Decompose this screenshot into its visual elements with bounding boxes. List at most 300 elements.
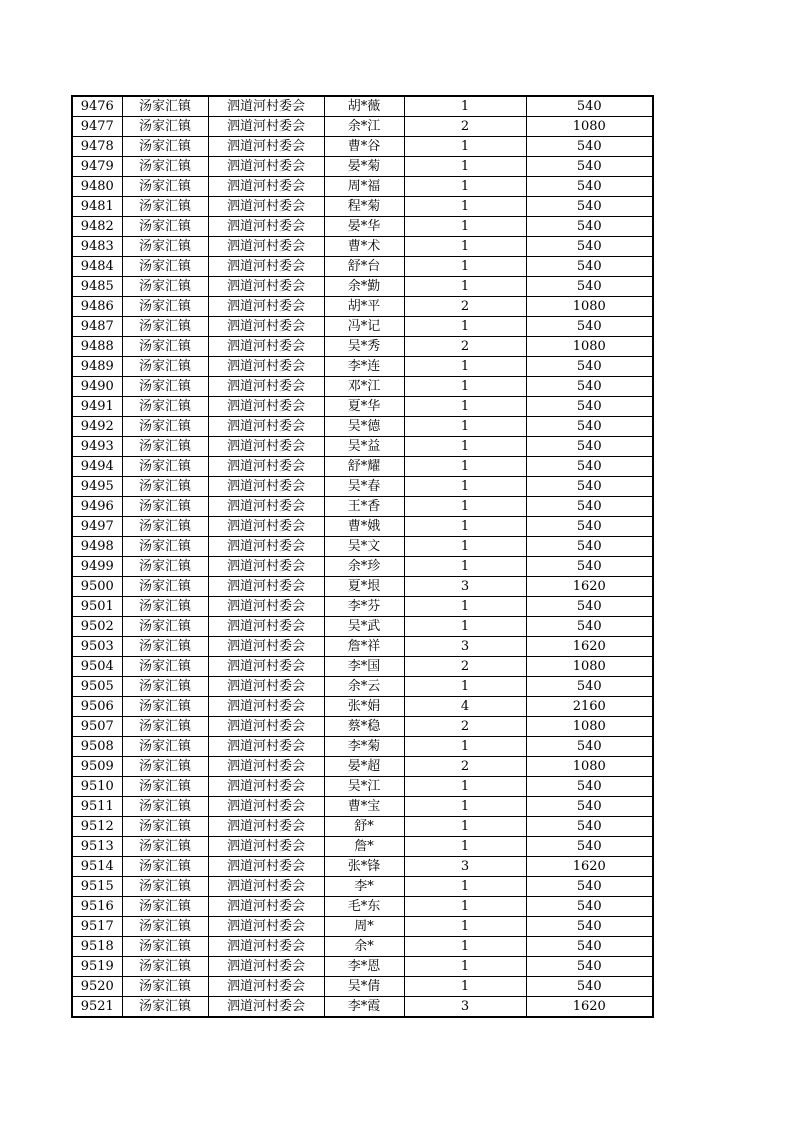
row-id-cell: 9521	[72, 997, 122, 1018]
table-row	[72, 437, 653, 457]
count-cell: 1	[404, 137, 526, 157]
village-cell: 泗道河村委会	[208, 917, 324, 937]
amount-cell: 540	[526, 517, 653, 537]
village-cell: 泗道河村委会	[208, 577, 324, 597]
amount-cell: 1620	[526, 637, 653, 657]
name-cell: 吴*德	[324, 417, 404, 437]
village-cell: 泗道河村委会	[208, 517, 324, 537]
village-cell: 泗道河村委会	[208, 297, 324, 317]
amount-cell: 540	[526, 937, 653, 957]
amount-cell: 540	[526, 877, 653, 897]
town-cell: 汤家汇镇	[122, 117, 208, 137]
count-cell: 1	[404, 737, 526, 757]
town-cell: 汤家汇镇	[122, 677, 208, 697]
row-id-cell: 9498	[72, 537, 122, 557]
roster-table	[71, 95, 654, 1018]
name-cell: 舒*耀	[324, 457, 404, 477]
amount-cell: 540	[526, 237, 653, 257]
row-id-cell: 9508	[72, 737, 122, 757]
town-cell: 汤家汇镇	[122, 517, 208, 537]
village-cell: 泗道河村委会	[208, 417, 324, 437]
village-cell: 泗道河村委会	[208, 537, 324, 557]
village-cell: 泗道河村委会	[208, 717, 324, 737]
village-cell: 泗道河村委会	[208, 117, 324, 137]
table-row	[72, 797, 653, 817]
name-cell: 周*	[324, 917, 404, 937]
row-id-cell: 9477	[72, 117, 122, 137]
town-cell: 汤家汇镇	[122, 897, 208, 917]
count-cell: 2	[404, 657, 526, 677]
table-row	[72, 377, 653, 397]
table-row	[72, 757, 653, 777]
name-cell: 吴*武	[324, 617, 404, 637]
village-cell: 泗道河村委会	[208, 657, 324, 677]
village-cell: 泗道河村委会	[208, 177, 324, 197]
name-cell: 李*国	[324, 657, 404, 677]
count-cell: 1	[404, 437, 526, 457]
village-cell: 泗道河村委会	[208, 96, 324, 117]
row-id-cell: 9494	[72, 457, 122, 477]
town-cell: 汤家汇镇	[122, 397, 208, 417]
town-cell: 汤家汇镇	[122, 917, 208, 937]
table-row	[72, 257, 653, 277]
table-row	[72, 137, 653, 157]
count-cell: 4	[404, 697, 526, 717]
town-cell: 汤家汇镇	[122, 217, 208, 237]
name-cell: 曹*谷	[324, 137, 404, 157]
town-cell: 汤家汇镇	[122, 737, 208, 757]
table-row	[72, 737, 653, 757]
roster-body	[72, 96, 653, 1017]
row-id-cell: 9495	[72, 477, 122, 497]
amount-cell: 1620	[526, 857, 653, 877]
village-cell: 泗道河村委会	[208, 377, 324, 397]
row-id-cell: 9515	[72, 877, 122, 897]
name-cell: 吴*秀	[324, 337, 404, 357]
name-cell: 余*珍	[324, 557, 404, 577]
count-cell: 2	[404, 757, 526, 777]
town-cell: 汤家汇镇	[122, 157, 208, 177]
town-cell: 汤家汇镇	[122, 477, 208, 497]
count-cell: 1	[404, 457, 526, 477]
count-cell: 3	[404, 637, 526, 657]
row-id-cell: 9516	[72, 897, 122, 917]
count-cell: 1	[404, 257, 526, 277]
town-cell: 汤家汇镇	[122, 197, 208, 217]
name-cell: 李*菊	[324, 737, 404, 757]
village-cell: 泗道河村委会	[208, 317, 324, 337]
name-cell: 李*连	[324, 357, 404, 377]
table-row	[72, 617, 653, 637]
village-cell: 泗道河村委会	[208, 557, 324, 577]
name-cell: 余*江	[324, 117, 404, 137]
amount-cell: 540	[526, 257, 653, 277]
village-cell: 泗道河村委会	[208, 737, 324, 757]
name-cell: 程*菊	[324, 197, 404, 217]
town-cell: 汤家汇镇	[122, 977, 208, 997]
village-cell: 泗道河村委会	[208, 157, 324, 177]
count-cell: 1	[404, 497, 526, 517]
count-cell: 1	[404, 837, 526, 857]
table-row	[72, 497, 653, 517]
amount-cell: 540	[526, 617, 653, 637]
count-cell: 1	[404, 317, 526, 337]
name-cell: 吴*文	[324, 537, 404, 557]
town-cell: 汤家汇镇	[122, 137, 208, 157]
name-cell: 曹*宝	[324, 797, 404, 817]
town-cell: 汤家汇镇	[122, 557, 208, 577]
table-row	[72, 537, 653, 557]
row-id-cell: 9488	[72, 337, 122, 357]
table-row	[72, 977, 653, 997]
name-cell: 李*恩	[324, 957, 404, 977]
name-cell: 李*芬	[324, 597, 404, 617]
amount-cell: 1080	[526, 657, 653, 677]
table-row	[72, 897, 653, 917]
table-row	[72, 857, 653, 877]
name-cell: 冯*记	[324, 317, 404, 337]
town-cell: 汤家汇镇	[122, 717, 208, 737]
table-row	[72, 557, 653, 577]
town-cell: 汤家汇镇	[122, 797, 208, 817]
count-cell: 1	[404, 677, 526, 697]
row-id-cell: 9491	[72, 397, 122, 417]
village-cell: 泗道河村委会	[208, 797, 324, 817]
town-cell: 汤家汇镇	[122, 257, 208, 277]
row-id-cell: 9506	[72, 697, 122, 717]
count-cell: 1	[404, 237, 526, 257]
village-cell: 泗道河村委会	[208, 477, 324, 497]
count-cell: 1	[404, 517, 526, 537]
row-id-cell: 9497	[72, 517, 122, 537]
name-cell: 蔡*稳	[324, 717, 404, 737]
amount-cell: 540	[526, 217, 653, 237]
row-id-cell: 9485	[72, 277, 122, 297]
amount-cell: 540	[526, 917, 653, 937]
amount-cell: 540	[526, 797, 653, 817]
count-cell: 1	[404, 937, 526, 957]
village-cell: 泗道河村委会	[208, 337, 324, 357]
name-cell: 李*	[324, 877, 404, 897]
count-cell: 1	[404, 197, 526, 217]
row-id-cell: 9484	[72, 257, 122, 277]
town-cell: 汤家汇镇	[122, 817, 208, 837]
town-cell: 汤家汇镇	[122, 357, 208, 377]
amount-cell: 540	[526, 977, 653, 997]
amount-cell: 540	[526, 597, 653, 617]
town-cell: 汤家汇镇	[122, 777, 208, 797]
table-row	[72, 357, 653, 377]
table-row	[72, 777, 653, 797]
table-row	[72, 597, 653, 617]
count-cell: 1	[404, 617, 526, 637]
amount-cell: 540	[526, 677, 653, 697]
count-cell: 3	[404, 577, 526, 597]
amount-cell: 1080	[526, 717, 653, 737]
amount-cell: 540	[526, 457, 653, 477]
amount-cell: 540	[526, 437, 653, 457]
row-id-cell: 9483	[72, 237, 122, 257]
amount-cell: 540	[526, 957, 653, 977]
town-cell: 汤家汇镇	[122, 877, 208, 897]
count-cell: 1	[404, 96, 526, 117]
row-id-cell: 9505	[72, 677, 122, 697]
village-cell: 泗道河村委会	[208, 397, 324, 417]
row-id-cell: 9503	[72, 637, 122, 657]
row-id-cell: 9510	[72, 777, 122, 797]
amount-cell: 540	[526, 737, 653, 757]
table-row	[72, 877, 653, 897]
row-id-cell: 9476	[72, 96, 122, 117]
amount-cell: 540	[526, 417, 653, 437]
name-cell: 毛*东	[324, 897, 404, 917]
village-cell: 泗道河村委会	[208, 937, 324, 957]
town-cell: 汤家汇镇	[122, 957, 208, 977]
row-id-cell: 9482	[72, 217, 122, 237]
row-id-cell: 9511	[72, 797, 122, 817]
row-id-cell: 9517	[72, 917, 122, 937]
village-cell: 泗道河村委会	[208, 757, 324, 777]
village-cell: 泗道河村委会	[208, 697, 324, 717]
village-cell: 泗道河村委会	[208, 837, 324, 857]
table-row	[72, 657, 653, 677]
count-cell: 1	[404, 877, 526, 897]
village-cell: 泗道河村委会	[208, 817, 324, 837]
table-row	[72, 717, 653, 737]
name-cell: 余*云	[324, 677, 404, 697]
count-cell: 2	[404, 337, 526, 357]
name-cell: 邓*江	[324, 377, 404, 397]
village-cell: 泗道河村委会	[208, 257, 324, 277]
name-cell: 吴*春	[324, 477, 404, 497]
village-cell: 泗道河村委会	[208, 637, 324, 657]
name-cell: 曹*术	[324, 237, 404, 257]
village-cell: 泗道河村委会	[208, 237, 324, 257]
table-row	[72, 217, 653, 237]
table-row	[72, 117, 653, 137]
count-cell: 1	[404, 957, 526, 977]
table-row	[72, 417, 653, 437]
row-id-cell: 9501	[72, 597, 122, 617]
town-cell: 汤家汇镇	[122, 337, 208, 357]
town-cell: 汤家汇镇	[122, 597, 208, 617]
name-cell: 张*锋	[324, 857, 404, 877]
town-cell: 汤家汇镇	[122, 697, 208, 717]
row-id-cell: 9512	[72, 817, 122, 837]
row-id-cell: 9499	[72, 557, 122, 577]
row-id-cell: 9481	[72, 197, 122, 217]
table-row	[72, 517, 653, 537]
name-cell: 詹*祥	[324, 637, 404, 657]
count-cell: 2	[404, 717, 526, 737]
town-cell: 汤家汇镇	[122, 857, 208, 877]
row-id-cell: 9513	[72, 837, 122, 857]
table-row	[72, 957, 653, 977]
count-cell: 1	[404, 777, 526, 797]
village-cell: 泗道河村委会	[208, 277, 324, 297]
row-id-cell: 9514	[72, 857, 122, 877]
name-cell: 夏*华	[324, 397, 404, 417]
count-cell: 1	[404, 817, 526, 837]
village-cell: 泗道河村委会	[208, 777, 324, 797]
town-cell: 汤家汇镇	[122, 577, 208, 597]
village-cell: 泗道河村委会	[208, 857, 324, 877]
amount-cell: 540	[526, 357, 653, 377]
count-cell: 1	[404, 977, 526, 997]
table-row	[72, 917, 653, 937]
town-cell: 汤家汇镇	[122, 997, 208, 1018]
count-cell: 1	[404, 277, 526, 297]
town-cell: 汤家汇镇	[122, 637, 208, 657]
amount-cell: 540	[526, 557, 653, 577]
amount-cell: 540	[526, 817, 653, 837]
amount-cell: 540	[526, 397, 653, 417]
count-cell: 1	[404, 217, 526, 237]
amount-cell: 1620	[526, 577, 653, 597]
town-cell: 汤家汇镇	[122, 317, 208, 337]
count-cell: 1	[404, 397, 526, 417]
table-row	[72, 397, 653, 417]
table-row	[72, 297, 653, 317]
name-cell: 胡*平	[324, 297, 404, 317]
table-row	[72, 697, 653, 717]
town-cell: 汤家汇镇	[122, 417, 208, 437]
table-row	[72, 317, 653, 337]
row-id-cell: 9502	[72, 617, 122, 637]
name-cell: 吴*益	[324, 437, 404, 457]
village-cell: 泗道河村委会	[208, 457, 324, 477]
town-cell: 汤家汇镇	[122, 237, 208, 257]
table-row	[72, 577, 653, 597]
village-cell: 泗道河村委会	[208, 897, 324, 917]
village-cell: 泗道河村委会	[208, 437, 324, 457]
town-cell: 汤家汇镇	[122, 96, 208, 117]
name-cell: 吴*江	[324, 777, 404, 797]
town-cell: 汤家汇镇	[122, 657, 208, 677]
village-cell: 泗道河村委会	[208, 617, 324, 637]
count-cell: 2	[404, 297, 526, 317]
village-cell: 泗道河村委会	[208, 877, 324, 897]
row-id-cell: 9520	[72, 977, 122, 997]
amount-cell: 1080	[526, 117, 653, 137]
count-cell: 1	[404, 797, 526, 817]
village-cell: 泗道河村委会	[208, 357, 324, 377]
row-id-cell: 9479	[72, 157, 122, 177]
name-cell: 詹*	[324, 837, 404, 857]
village-cell: 泗道河村委会	[208, 497, 324, 517]
village-cell: 泗道河村委会	[208, 957, 324, 977]
amount-cell: 540	[526, 377, 653, 397]
village-cell: 泗道河村委会	[208, 197, 324, 217]
count-cell: 1	[404, 417, 526, 437]
table-row	[72, 637, 653, 657]
amount-cell: 540	[526, 137, 653, 157]
town-cell: 汤家汇镇	[122, 537, 208, 557]
village-cell: 泗道河村委会	[208, 137, 324, 157]
row-id-cell: 9500	[72, 577, 122, 597]
town-cell: 汤家汇镇	[122, 437, 208, 457]
table-row	[72, 457, 653, 477]
town-cell: 汤家汇镇	[122, 837, 208, 857]
count-cell: 1	[404, 357, 526, 377]
table-row	[72, 937, 653, 957]
row-id-cell: 9487	[72, 317, 122, 337]
name-cell: 王*香	[324, 497, 404, 517]
row-id-cell: 9489	[72, 357, 122, 377]
table-row	[72, 96, 653, 117]
village-cell: 泗道河村委会	[208, 977, 324, 997]
name-cell: 舒*	[324, 817, 404, 837]
count-cell: 2	[404, 117, 526, 137]
table-row	[72, 677, 653, 697]
town-cell: 汤家汇镇	[122, 277, 208, 297]
amount-cell: 540	[526, 897, 653, 917]
name-cell: 晏*超	[324, 757, 404, 777]
count-cell: 3	[404, 857, 526, 877]
row-id-cell: 9480	[72, 177, 122, 197]
table-row	[72, 237, 653, 257]
amount-cell: 2160	[526, 697, 653, 717]
table-row	[72, 197, 653, 217]
count-cell: 1	[404, 377, 526, 397]
count-cell: 1	[404, 477, 526, 497]
amount-cell: 540	[526, 197, 653, 217]
table-row	[72, 817, 653, 837]
town-cell: 汤家汇镇	[122, 757, 208, 777]
village-cell: 泗道河村委会	[208, 677, 324, 697]
row-id-cell: 9496	[72, 497, 122, 517]
name-cell: 周*福	[324, 177, 404, 197]
amount-cell: 540	[526, 837, 653, 857]
row-id-cell: 9490	[72, 377, 122, 397]
row-id-cell: 9509	[72, 757, 122, 777]
amount-cell: 540	[526, 537, 653, 557]
row-id-cell: 9504	[72, 657, 122, 677]
amount-cell: 540	[526, 497, 653, 517]
row-id-cell: 9493	[72, 437, 122, 457]
amount-cell: 540	[526, 277, 653, 297]
name-cell: 夏*垠	[324, 577, 404, 597]
amount-cell: 1620	[526, 997, 653, 1018]
table-row	[72, 177, 653, 197]
amount-cell: 540	[526, 157, 653, 177]
amount-cell: 1080	[526, 297, 653, 317]
village-cell: 泗道河村委会	[208, 997, 324, 1018]
name-cell: 吴*倩	[324, 977, 404, 997]
town-cell: 汤家汇镇	[122, 377, 208, 397]
row-id-cell: 9492	[72, 417, 122, 437]
table-row	[72, 277, 653, 297]
count-cell: 1	[404, 557, 526, 577]
name-cell: 李*霞	[324, 997, 404, 1018]
count-cell: 1	[404, 177, 526, 197]
name-cell: 晏*菊	[324, 157, 404, 177]
town-cell: 汤家汇镇	[122, 937, 208, 957]
town-cell: 汤家汇镇	[122, 297, 208, 317]
amount-cell: 540	[526, 317, 653, 337]
count-cell: 3	[404, 997, 526, 1018]
name-cell: 舒*台	[324, 257, 404, 277]
town-cell: 汤家汇镇	[122, 457, 208, 477]
table-row	[72, 477, 653, 497]
name-cell: 晏*华	[324, 217, 404, 237]
amount-cell: 540	[526, 177, 653, 197]
row-id-cell: 9518	[72, 937, 122, 957]
count-cell: 1	[404, 897, 526, 917]
name-cell: 余*勤	[324, 277, 404, 297]
amount-cell: 540	[526, 477, 653, 497]
table-row	[72, 157, 653, 177]
